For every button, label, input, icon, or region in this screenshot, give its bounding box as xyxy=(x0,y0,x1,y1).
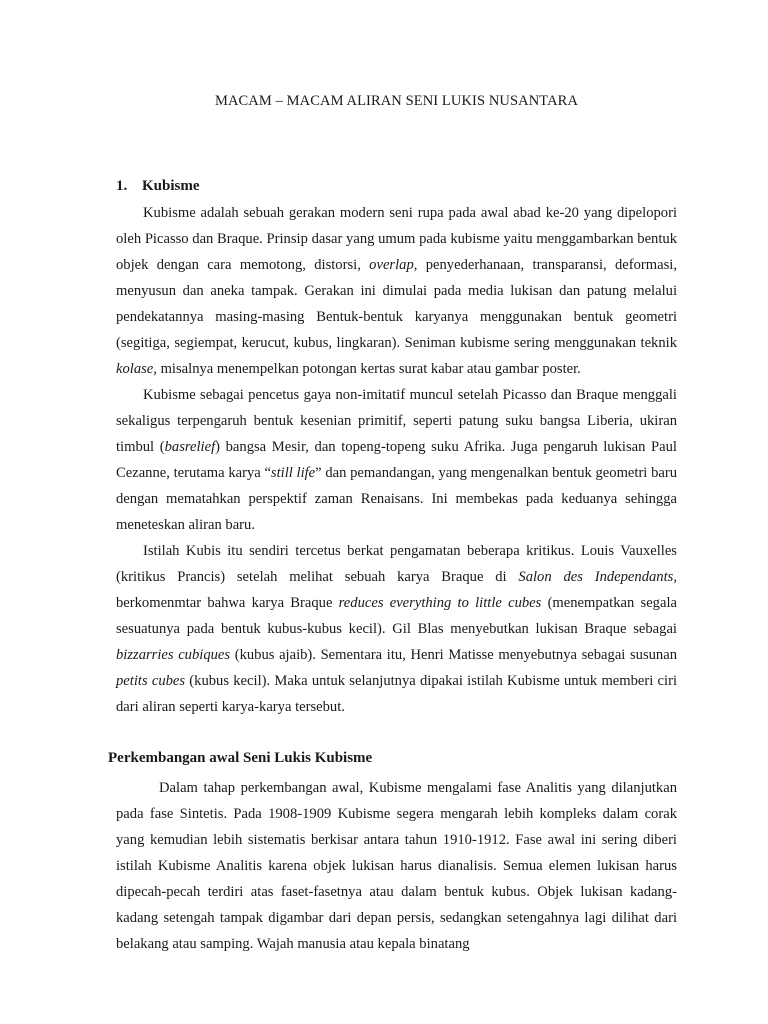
italic-term: reduces everything to little cubes xyxy=(338,595,542,611)
italic-term: still life xyxy=(270,465,316,481)
paragraph-2: Kubisme sebagai pencetus gaya non-imitatif muncul setelah Picasso dan Braque menggali sekaligus terpengaruh bentuk kesenian primitif, seperti patung suku bangsa Liberia, ukiran timbul (basrelief) bangsa Mesir, dan topeng-topeng suku Afrika. Juga pengaruh lukisan Paul Cezanne, terutama karya “still life” dan pemandangan, yang mengenalkan bentuk geometri baru dengan mematahkan perspektif zaman Renaisans. Ini membekas pada keduanya sehingga meneteskan aliran baru. xyxy=(116,387,677,533)
section-number: 1. xyxy=(116,178,128,194)
italic-term: basrelief xyxy=(164,439,216,455)
italic-term: bizzarries cubiques xyxy=(116,647,231,663)
paragraph-1: Kubisme adalah sebuah gerakan modern seni rupa pada awal abad ke-20 yang dipelopori oleh Picasso dan Braque. Prinsip dasar yang umum pada kubisme yaitu menggambarkan bentuk objek dengan cara memotong, distorsi, overlap, penyederhanaan, transparansi, deformasi, menyusun dan aneka tampak. Gerakan ini dimulai pada media lukisan dan patung melalui pendekatannya masing-masing Bentuk-bentuk karyanya menggunakan bentuk geometri (segitiga, segiempat, kerucut, kubus, lingkaran). Seniman kubisme sering menggunakan teknik kolase, misalnya menempelkan potongan kertas surat kabar atau gambar poster. xyxy=(116,205,677,377)
paragraph-4: Dalam tahap perkembangan awal, Kubisme mengalami fase Analitis yang dilanjutkan pada fase Sintetis. Pada 1908-1909 Kubisme segera mengarah lebih kompleks dalam corak yang kemudian lebih sistematis berkisar antara tahun 1910-1912. Fase awal ini sering diberi istilah Kubisme Analitis karena objek lukisan harus dianalisis. Semua elemen lukisan harus dipecah-pecah terdiri atas faset-fasetnya atau dalam bentuk kubus. Objek lukisan kadang-kadang setengah tampak digambar dari depan persis, sedangkan setengahnya lagi dilihat dari belakang atau samping. Wajah manusia atau kepala binatang xyxy=(116,780,677,952)
subsection-heading: Perkembangan awal Seni Lukis Kubisme xyxy=(108,750,373,766)
paragraph-3: Istilah Kubis itu sendiri tercetus berkat pengamatan beberapa kritikus. Louis Vauxelles (kritikus Prancis) setelah melihat sebuah karya Braque di Salon des Independants, berkomenmtar bahwa karya Braque reduces everything to little cubes (menempatkan segala sesuatunya pada bentuk kubus-kubus kecil). Gil Blas menyebutkan lukisan Braque sebagai bizzarries cubiques (kubus ajaib). Sementara itu, Henri Matisse menyebutnya sebagai susunan petits cubes (kubus kecil). Maka untuk selanjutnya dipakai istilah Kubisme untuk memberi ciri dari aliran seperti karya-karya tersebut. xyxy=(116,543,678,715)
italic-term: overlap xyxy=(369,257,414,273)
italic-term: Salon des Independants xyxy=(518,569,674,585)
section-title: Kubisme xyxy=(142,178,200,194)
italic-term: kolase, xyxy=(116,361,157,377)
document-title: MACAM – MACAM ALIRAN SENI LUKIS NUSANTARA xyxy=(214,93,579,109)
italic-term: petits cubes xyxy=(116,673,186,689)
section-heading-kubisme xyxy=(116,178,677,195)
